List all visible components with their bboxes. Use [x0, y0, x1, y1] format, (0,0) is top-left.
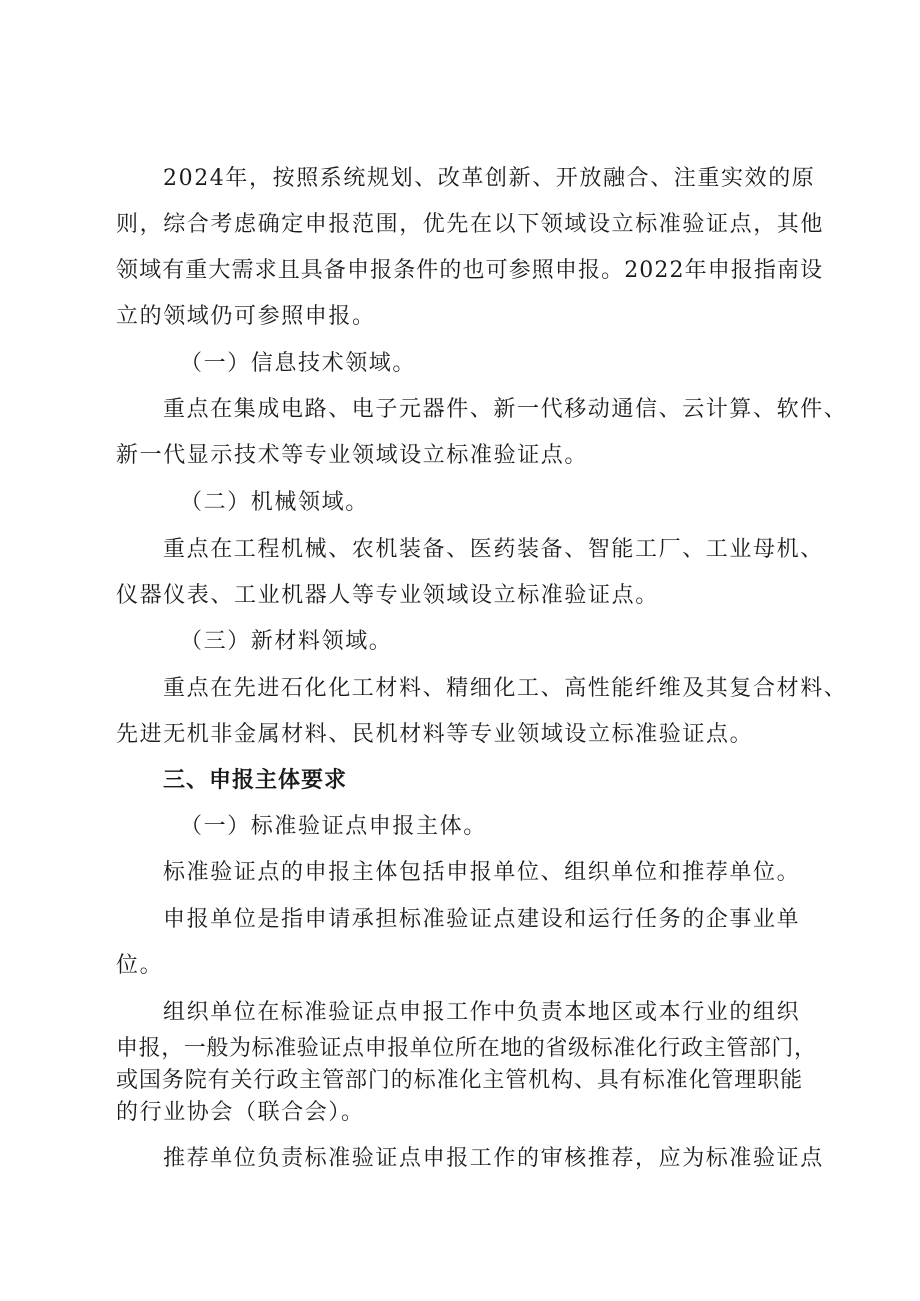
paragraph-machinery-line-2: 仪器仪表、工业机器人等专业领域设立标准验证点。: [116, 583, 659, 608]
paragraph-applicant-unit-line-2: 位。: [116, 953, 164, 978]
section-3-title: 三、申报主体要求: [163, 768, 348, 793]
subheading-information-technology: （一）信息技术领域。: [180, 351, 417, 376]
paragraph-intro-line-1: 2024年，按照系统规划、改革创新、开放融合、注重实效的原: [163, 166, 816, 191]
paragraph-applicant-unit-line-1: 申报单位是指申请承担标准验证点建设和运行任务的企事业单: [163, 907, 801, 932]
paragraph-it-line-1: 重点在集成电路、电子元器件、新一代移动通信、云计算、软件、: [163, 397, 848, 422]
paragraph-intro-line-4: 立的领域仍可参照申报。: [116, 304, 376, 329]
paragraph-recommending-unit-line-1: 推荐单位负责标准验证点申报工作的审核推荐，应为标准验证点: [163, 1146, 824, 1171]
paragraph-materials-line-2: 先进无机非金属材料、民机材料等专业领域设立标准验证点。: [116, 722, 754, 747]
subheading-new-materials: （三）新材料领域。: [180, 629, 393, 654]
paragraph-it-line-2: 新一代显示技术等专业领域设立标准验证点。: [116, 443, 589, 468]
paragraph-materials-line-1: 重点在先进石化化工材料、精细化工、高性能纤维及其复合材料、: [163, 676, 848, 701]
subheading-applicant-subjects: （一）标准验证点申报主体。: [180, 814, 487, 839]
paragraph-organizing-unit-line-2: 申报，一般为标准验证点申报单位所在地的省级标准化行政主管部门，: [116, 1036, 817, 1061]
paragraph-intro-line-3: 领域有重大需求且具备申报条件的也可参照申报。2022年申报指南设: [116, 258, 824, 283]
paragraph-subjects: 标准验证点的申报主体包括申报单位、组织单位和推荐单位。: [163, 860, 801, 885]
paragraph-machinery-line-1: 重点在工程机械、农机装备、医药装备、智能工厂、工业母机、: [163, 537, 824, 562]
paragraph-intro-line-2: 则，综合考虑确定申报范围，优先在以下领域设立标准验证点，其他: [116, 212, 825, 237]
paragraph-organizing-unit-line-3: 或国务院有关行政主管部门的标准化主管机构、具有标准化管理职能: [116, 1068, 804, 1093]
paragraph-organizing-unit-line-1: 组织单位在标准验证点申报工作中负责本地区或本行业的组织: [163, 1000, 801, 1025]
paragraph-organizing-unit-line-4: 的行业协会（联合会）。: [116, 1100, 365, 1125]
subheading-machinery: （二）机械领域。: [180, 490, 369, 515]
